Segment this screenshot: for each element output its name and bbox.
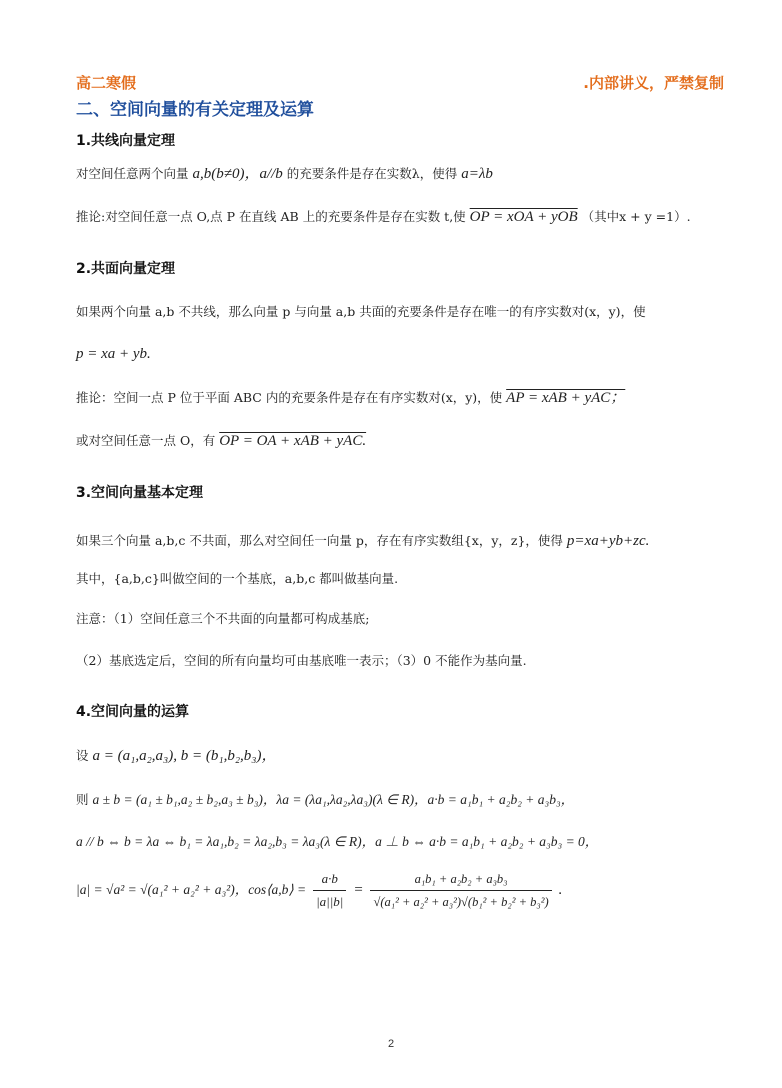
s4-l2-text: 则 — [76, 792, 89, 807]
s2-l4-math: OP = OA + xAB + yAC. — [219, 433, 367, 449]
s4-frac1 — [313, 868, 346, 913]
s1-title: 1.共线向量定理 — [76, 133, 176, 149]
s2-line1: 如果两个向量 a,b 不共线，那么向量 p 与向量 a,b 共面的充要条件是存在唯一的有序实数对(x，y)，使 — [76, 304, 646, 319]
s2-l3-math: AP = xAB + yAC； — [506, 390, 626, 406]
s1-l1-text2: 的充要条件是存在实数λ，使得 — [286, 166, 458, 181]
s3-l1-math: p=xa+yb+zc. — [566, 533, 650, 549]
s1-l2-text: 推论:对空间任意一点 O,点 P 在直线 AB 上的充要条件是存在实数 t,使 — [76, 209, 466, 224]
s1-line2 — [76, 207, 724, 227]
s2-line4 — [76, 431, 724, 451]
s4-l1-math: a = (a₁,a₂,a₃), b = (b₁,b₂,b₃)， — [92, 748, 277, 764]
s4-l2-math: a ± b = (a₁ ± b₁,a₂ ± b₂,a₃ ± b₃)，λa = (λa₁,λa₂,λa₃)(λ ∈ R)，a·b = a₁b₁ + a₂b₂ + a₃b₃， — [92, 792, 575, 807]
s1-l1-math2: a=λb — [461, 166, 493, 182]
section-title: 二、空间向量的有关定理及运算 — [76, 100, 314, 120]
s4-title: 4.空间向量的运算 — [76, 704, 190, 720]
s4-frac1-num: a·b — [313, 868, 346, 891]
s1-l2-text2: （其中x + y =1）. — [581, 209, 691, 224]
s4-frac2-den: √(a₁² + a₂² + a₃²)√(b₁² + b₂² + b₃²) — [373, 895, 549, 909]
s1-l1-math: a,b(b≠0)，a//b — [192, 166, 283, 182]
s1-l1-text: 对空间任意两个向量 — [76, 166, 189, 181]
s2-l3-text: 推论：空间一点 P 位于平面 ABC 内的充要条件是存在有序实数对(x，y)，使 — [76, 390, 503, 405]
s4-frac2-num: a₁b₁ + a₂b₂ + a₃b₃ — [370, 868, 551, 891]
s4-l3-math: a // b ⇔ b = λa ⇔ b₁ = λa₁,b₂ = λa₂,b₃ = λa₃(λ ∈ R)，a ⊥ b ⇔ a·b = a₁b₁ + a₂b₂ + a₃b₃ = 0， — [76, 834, 599, 849]
s2-l4-text: 或对空间任意一点 O，有 — [76, 433, 216, 448]
s4-frac2 — [370, 868, 551, 913]
s1-line1 — [76, 164, 724, 184]
s2-title: 2.共面向量定理 — [76, 261, 176, 277]
s4-line4 — [76, 868, 724, 913]
s3-line1 — [76, 531, 724, 551]
page-header — [76, 72, 724, 92]
s4-line2 — [76, 790, 724, 810]
s2-line3 — [76, 388, 724, 408]
s2-l2-math: p = xa + yb. — [76, 346, 151, 362]
s4-line1 — [76, 746, 724, 766]
s4-l4-end: . — [558, 882, 563, 898]
header-right-label: .内部讲义，严禁复制 — [583, 74, 724, 92]
s4-l4-eq: = — [353, 882, 364, 898]
s3-title: 3.空间向量基本定理 — [76, 485, 204, 501]
s1-l2-math: OP = xOA + yOB — [469, 209, 578, 225]
s3-line2: 其中，{a,b,c}叫做空间的一个基底，a,b,c 都叫做基向量. — [76, 571, 399, 586]
header-left-label: 高二寒假 — [76, 74, 137, 92]
s4-line3 — [76, 832, 724, 852]
s4-l4-lhs: |a| = √a² = √(a₁² + a₂² + a₃²)，cos⟨a,b⟩ = — [76, 882, 307, 897]
s3-line4: （2）基底选定后，空间的所有向量均可由基底唯一表示；（3）0 不能作为基向量. — [76, 653, 527, 668]
s2-line2 — [76, 344, 724, 364]
s4-frac1-den: |a||b| — [316, 894, 344, 909]
s3-line3: 注意：（1）空间任意三个不共面的向量都可构成基底; — [76, 611, 370, 626]
s3-l1-text: 如果三个向量 a,b,c 不共面，那么对空间任一向量 p，存在有序实数组{x，y，z}，使得 — [76, 533, 563, 548]
s4-l1-text: 设 — [76, 748, 89, 763]
page-number: 2 — [387, 1038, 395, 1050]
